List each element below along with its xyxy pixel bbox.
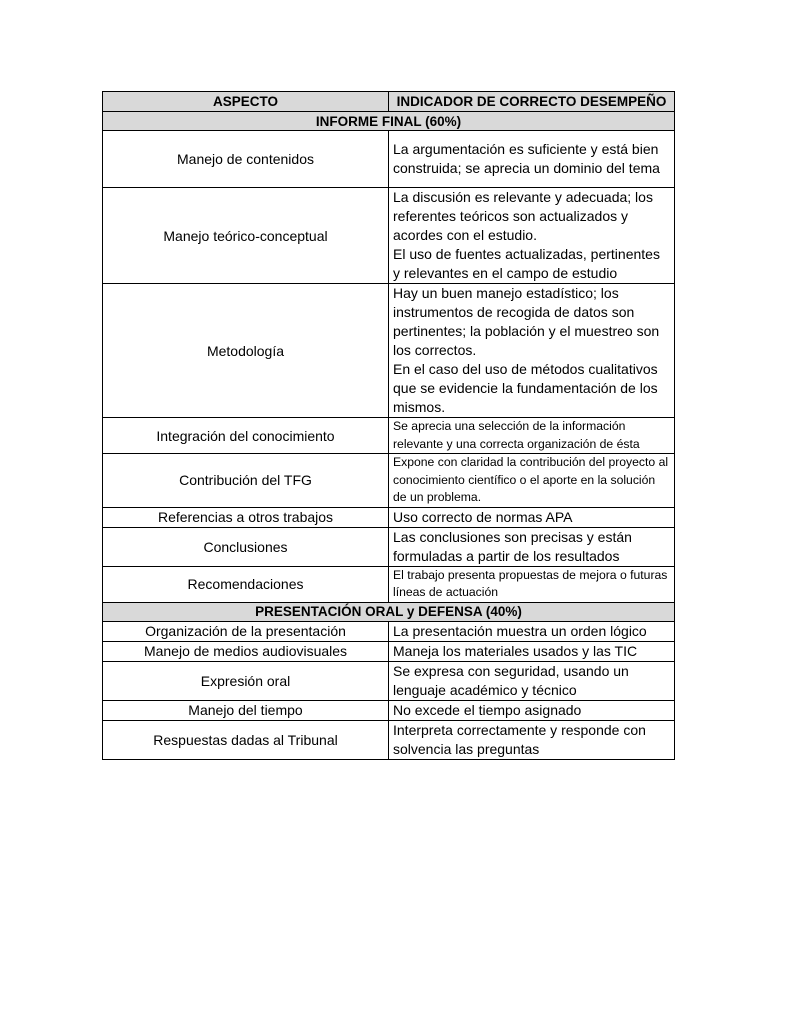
indicator-cell	[389, 418, 675, 454]
indicator-cell	[389, 454, 675, 508]
table-header-row	[103, 92, 675, 112]
indicator-text: Uso correcto de normas APA	[393, 508, 573, 525]
indicator-text: El trabajo presenta propuestas de mejora o futuras líneas de actuación	[393, 567, 668, 599]
indicator-text: La discusión es relevante y adecuada; los referentes teóricos son actualizados y acordes con el estudio.	[393, 189, 653, 243]
column-header-aspect: ASPECTO	[103, 92, 389, 112]
indicator-text: La argumentación es suficiente y está bien construida; se aprecia un dominio del tema	[393, 141, 660, 176]
table-row	[103, 661, 675, 700]
aspect-cell: Contribución del TFG	[103, 454, 389, 508]
indicator-cell	[389, 566, 675, 602]
aspect-cell: Metodología	[103, 284, 389, 418]
column-header-indicator: INDICADOR DE CORRECTO DESEMPEÑO	[389, 92, 675, 112]
aspect-cell: Manejo de medios audiovisuales	[103, 641, 389, 661]
aspect-cell: Conclusiones	[103, 527, 389, 566]
table-row	[103, 527, 675, 566]
section-title-informe-final: INFORME FINAL (60%)	[103, 112, 675, 131]
table-row	[103, 454, 675, 508]
indicator-cell	[389, 661, 675, 700]
aspect-cell: Expresión oral	[103, 661, 389, 700]
aspect-cell: Integración del conocimiento	[103, 418, 389, 454]
table-row	[103, 284, 675, 418]
indicator-text: Las conclusiones son precisas y están formuladas a partir de los resultados	[393, 528, 632, 564]
table-row	[103, 188, 675, 284]
indicator-cell	[389, 188, 675, 284]
indicator-cell	[389, 284, 675, 418]
indicator-text: Hay un buen manejo estadístico; los instrumentos de recogida de datos son pertinentes; la población y el muestreo son los correctos.	[393, 285, 660, 358]
table-row	[103, 131, 675, 188]
table-row	[103, 566, 675, 602]
section-title-presentacion-oral: PRESENTACIÓN ORAL y DEFENSA (40%)	[103, 602, 675, 621]
evaluation-rubric-table	[102, 91, 675, 760]
aspect-cell: Manejo de contenidos	[103, 131, 389, 188]
indicator-text: En el caso del uso de métodos cualitativos que se evidencie la fundamentación de los mismos.	[393, 361, 658, 415]
indicator-text: Expone con claridad la contribución del proyecto al conocimiento científico o el aporte en la solución de un problema.	[393, 455, 669, 504]
table-row	[103, 418, 675, 454]
aspect-cell: Organización de la presentación	[103, 621, 389, 641]
aspect-cell: Manejo teórico-conceptual	[103, 188, 389, 284]
indicator-text: Se aprecia una selección de la información relevante y una correcta organización de ésta	[393, 419, 640, 451]
section-header-row	[103, 602, 675, 621]
indicator-text: Interpreta correctamente y responde con solvencia las preguntas	[393, 721, 646, 757]
indicator-text: El uso de fuentes actualizadas, pertinentes y relevantes en el campo de estudio	[393, 246, 660, 281]
aspect-cell: Recomendaciones	[103, 566, 389, 602]
table-row	[103, 700, 675, 720]
table-row	[103, 507, 675, 527]
aspect-cell: Manejo del tiempo	[103, 700, 389, 720]
indicator-cell	[389, 131, 675, 188]
indicator-cell	[389, 507, 675, 527]
aspect-cell: Referencias a otros trabajos	[103, 507, 389, 527]
aspect-cell: Respuestas dadas al Tribunal	[103, 720, 389, 759]
indicator-cell	[389, 700, 675, 720]
indicator-text: La presentación muestra un orden lógico	[393, 622, 647, 639]
table-row	[103, 720, 675, 759]
indicator-cell	[389, 641, 675, 661]
indicator-text: Maneja los materiales usados y las TIC	[393, 642, 638, 659]
indicator-cell	[389, 720, 675, 759]
table-row	[103, 641, 675, 661]
indicator-cell	[389, 527, 675, 566]
section-header-row	[103, 112, 675, 131]
indicator-text: Se expresa con seguridad, usando un lenguaje académico y técnico	[393, 662, 629, 698]
indicator-text: No excede el tiempo asignado	[393, 701, 582, 718]
indicator-cell	[389, 621, 675, 641]
table-row	[103, 621, 675, 641]
